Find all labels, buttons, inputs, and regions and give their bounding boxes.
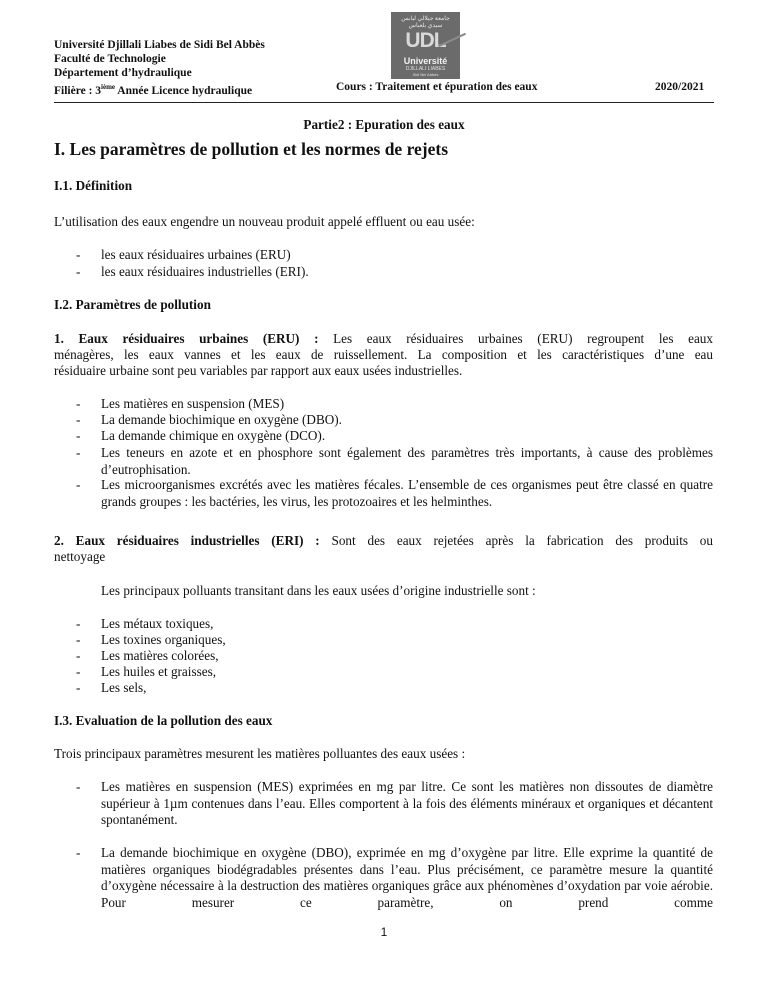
filiere-suffix: Année Licence hydraulique: [115, 84, 253, 97]
list-item: les eaux résiduaires urbaines (ERU): [101, 247, 291, 262]
logo-name: Université: [403, 56, 448, 66]
logo-sub1: DJILLALI LIABES: [405, 66, 446, 72]
list-item: Les microorganismes excrétés avec les matières fécales. L’ensemble de ces organismes peut être classé en quatre grands groupes : les bactéries, les virus, les protozoaires et les helminthes.: [101, 477, 713, 509]
bullet-dash: -: [76, 845, 81, 860]
university-name: Université Djillali Liabes de Sidi Bel Abbès: [54, 39, 265, 51]
bullet-dash: -: [76, 412, 81, 427]
eru-text: Les eaux résiduaires urbaines (ERU) regroupent les eaux: [318, 331, 713, 346]
list-item: les eaux résiduaires industrielles (ERI).: [101, 264, 309, 279]
list-item: Les matières colorées,: [101, 648, 219, 663]
list-item: La demande biochimique en oxygène (DBO), exprimée en mg d’oxygène par litre. Elle exprime la quantité de matières organiques biodégradables présentes dans l’eau. Plus précisément, ce paramètre mesure la quantité d’oxygène nécessaire à la destruction des matières organiques grâce aux phénomènes d’oxydation par voie aérobie. Pour mesurer ce paramètre, on prend comme: [101, 845, 713, 910]
heading-evaluation: I.3. Evaluation de la pollution des eaux: [54, 713, 273, 728]
list-item: La demande chimique en oxygène (DCO).: [101, 428, 326, 443]
bullet-dash: -: [76, 428, 81, 443]
part-title: Partie2 : Epuration des eaux: [303, 117, 465, 132]
heading-parametres: I.2. Paramètres de pollution: [54, 297, 211, 312]
definition-intro: L’utilisation des eaux engendre un nouveau produit appelé effluent ou eau usée:: [54, 214, 475, 229]
academic-year: 2020/2021: [655, 81, 705, 93]
list-item: Les teneurs en azote et en phosphore sont également des paramètres très importants, à cause des problèmes d’eutrophisation.: [101, 445, 713, 477]
list-item: Les matières en suspension (MES): [101, 396, 285, 411]
eri-intro: Les principaux polluants transitant dans les eaux usées d’origine industrielle sont :: [101, 583, 536, 598]
department-name: Département d’hydraulique: [54, 67, 192, 79]
list-item: La demande biochimique en oxygène (DBO).: [101, 412, 342, 427]
eru-paragraph-line3: résiduaire urbaine sont peu variables par rapport aux eaux usées industrielles.: [54, 363, 463, 378]
list-item: Les sels,: [101, 680, 147, 695]
bullet-dash: -: [76, 616, 81, 631]
list-item: Les matières en suspension (MES) exprimées en mg par litre. Ce sont les matières non dissoutes de diamètre supérieur à 1µm contenues dans l’eau. Elles comportent à la fois des éléments minéraux et organiques et décantent spontanément.: [101, 779, 713, 827]
logo-mark: UDL: [405, 29, 446, 52]
page-header: [54, 16, 714, 106]
page-number: 1: [380, 925, 388, 939]
eru-label: 1. Eaux résiduaires urbaines (ERU) :: [54, 331, 319, 346]
bullet-dash: -: [76, 477, 81, 492]
eru-paragraph-line1: [54, 331, 713, 348]
filiere-sup: ième: [101, 83, 116, 91]
bullet-dash: -: [76, 445, 81, 460]
eri-paragraph-line2: nettoyage: [54, 549, 106, 564]
bullet-dash: -: [76, 247, 81, 262]
bullet-dash: -: [76, 680, 81, 695]
heading-definition: I.1. Définition: [54, 178, 133, 193]
eri-paragraph-line1: [54, 533, 713, 550]
logo-sub2: Sidi Bel Abbès: [412, 72, 439, 77]
evaluation-intro: Trois principaux paramètres mesurent les matières polluantes des eaux usées :: [54, 746, 466, 761]
bullet-dash: -: [76, 664, 81, 679]
bullet-dash: -: [76, 632, 81, 647]
eri-text: Sont des eaux rejetées après la fabrication des produits ou: [319, 533, 713, 548]
list-item: Les métaux toxiques,: [101, 616, 214, 631]
list-item: Les toxines organiques,: [101, 632, 226, 647]
bullet-dash: -: [76, 648, 81, 663]
bullet-dash: -: [76, 779, 81, 794]
bullet-dash: -: [76, 396, 81, 411]
course-title: Cours : Traitement et épuration des eaux: [336, 81, 538, 93]
university-logo: [391, 12, 460, 79]
section-title: I. Les paramètres de pollution et les normes de rejets: [54, 139, 449, 159]
filiere-prefix: Filière : 3: [54, 84, 102, 97]
header-rule: [54, 102, 714, 103]
filiere-line: [54, 80, 252, 99]
eri-label: 2. Eaux résiduaires industrielles (ERI) :: [54, 533, 320, 548]
eru-paragraph-line2: ménagères, les eaux vannes et les eaux de ruissellement. La composition et les caractéristiques d’une eau: [54, 347, 713, 362]
faculty-name: Faculté de Technologie: [54, 53, 166, 65]
bullet-dash: -: [76, 264, 81, 279]
list-item: Les huiles et graisses,: [101, 664, 216, 679]
logo-arabic-text: جامعة جيلالي ليابس سيدي بلعباس: [401, 16, 450, 29]
